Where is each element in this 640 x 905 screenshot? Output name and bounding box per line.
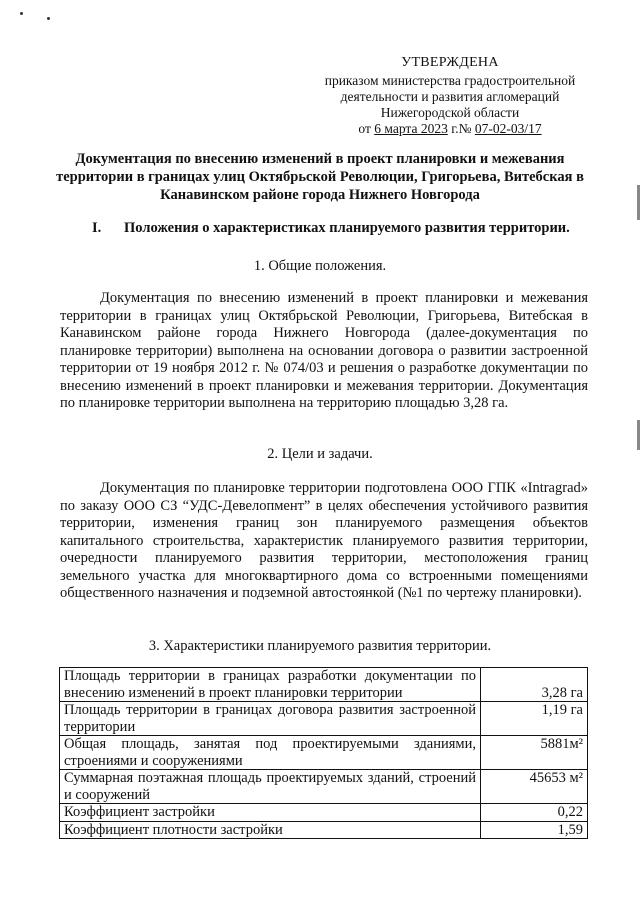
section-title: Положения о характеристиках планируемого развития территории. bbox=[124, 220, 570, 236]
approval-date: 6 марта 2023 bbox=[374, 121, 448, 136]
scan-speck bbox=[47, 17, 50, 20]
approval-line: деятельности и развития агломераций bbox=[340, 89, 560, 104]
row-value: 45653 м² bbox=[481, 770, 588, 804]
row-label: Суммарная поэтажная площадь проектируемых зданий, строений и сооружений bbox=[60, 770, 481, 804]
table-row bbox=[60, 770, 588, 804]
row-label: Площадь территории в границах договора развития застроенной территории bbox=[60, 702, 481, 736]
row-label: Площадь территории в границах разработки документации по внесению изменений в проект планировки территории bbox=[60, 668, 481, 702]
table-row bbox=[60, 821, 588, 839]
row-label: Коэффициент плотности застройки bbox=[60, 821, 481, 839]
characteristics-table bbox=[59, 667, 588, 839]
section-heading bbox=[92, 220, 602, 237]
paragraph: Документация по внесению изменений в проект планировки и межевания территории в границах улиц Октябрьской Революции, Григорьева, Витебская в Канавинском районе города Нижнего Новгорода (далее-документация по планировке территории) выполнена на основании договора о развитии застроенной территории от 19 ноября 2012 г. № 074/03 и решения о разработке документации по внесению изменений в проект планировки и межевания территории. Документация по планировке территории выполнена на территорию площадью 3,28 га. bbox=[60, 290, 588, 411]
paragraph: Документация по планировке территории подготовлена ООО ГПК «Intragrad» по заказу ООО СЗ “УДС-Девелопмент” в целях обеспечения устойчивого развития территории, изменения границ зон планируемого размещения объектов капитального строительства, характеристик планируемого развития территории, очередности планируемого развития территории, местоположения границ земельного участка для многоквартирного дома со встроенными помещениями общественного назначения и подземной автостоянкой (№1 по чертежу планировки). bbox=[60, 480, 588, 601]
row-value: 1,19 га bbox=[481, 702, 588, 736]
table-row bbox=[60, 702, 588, 736]
row-value: 5881м² bbox=[481, 736, 588, 770]
subsection-heading: 2. Цели и задачи. bbox=[267, 446, 373, 462]
table-row bbox=[60, 736, 588, 770]
table-row bbox=[60, 804, 588, 822]
approval-line: Нижегородской области bbox=[380, 105, 520, 120]
approval-line: приказом министерства градостроительной bbox=[324, 73, 576, 88]
section-number: I. bbox=[92, 220, 102, 236]
row-value: 1,59 bbox=[481, 821, 588, 839]
row-label: Коэффициент застройки bbox=[60, 804, 481, 822]
approval-heading: УТВЕРЖДЕНА bbox=[401, 55, 499, 70]
date-suffix: г.№ bbox=[451, 121, 472, 136]
document-title: Документация по внесению изменений в проект планировки и межевания территории в границах улиц Октябрьской Революции, Григорьева, Витебская в Канавинском районе города Нижнего Новгорода bbox=[56, 151, 584, 203]
table-row bbox=[60, 668, 588, 702]
subsection-heading: 3. Характеристики планируемого развития территории. bbox=[148, 638, 492, 654]
row-value: 3,28 га bbox=[481, 668, 588, 702]
approval-number: 07-02-03/17 bbox=[474, 121, 542, 136]
row-label: Общая площадь, занятая под проектируемыми зданиями, строениями и сооружениями bbox=[60, 736, 481, 770]
approval-stamp bbox=[300, 55, 600, 137]
subsection-heading: 1. Общие положения. bbox=[253, 258, 387, 274]
date-prefix: от bbox=[358, 121, 371, 136]
row-value: 0,22 bbox=[481, 804, 588, 822]
scan-speck bbox=[20, 12, 23, 15]
approval-date-line bbox=[300, 121, 600, 137]
